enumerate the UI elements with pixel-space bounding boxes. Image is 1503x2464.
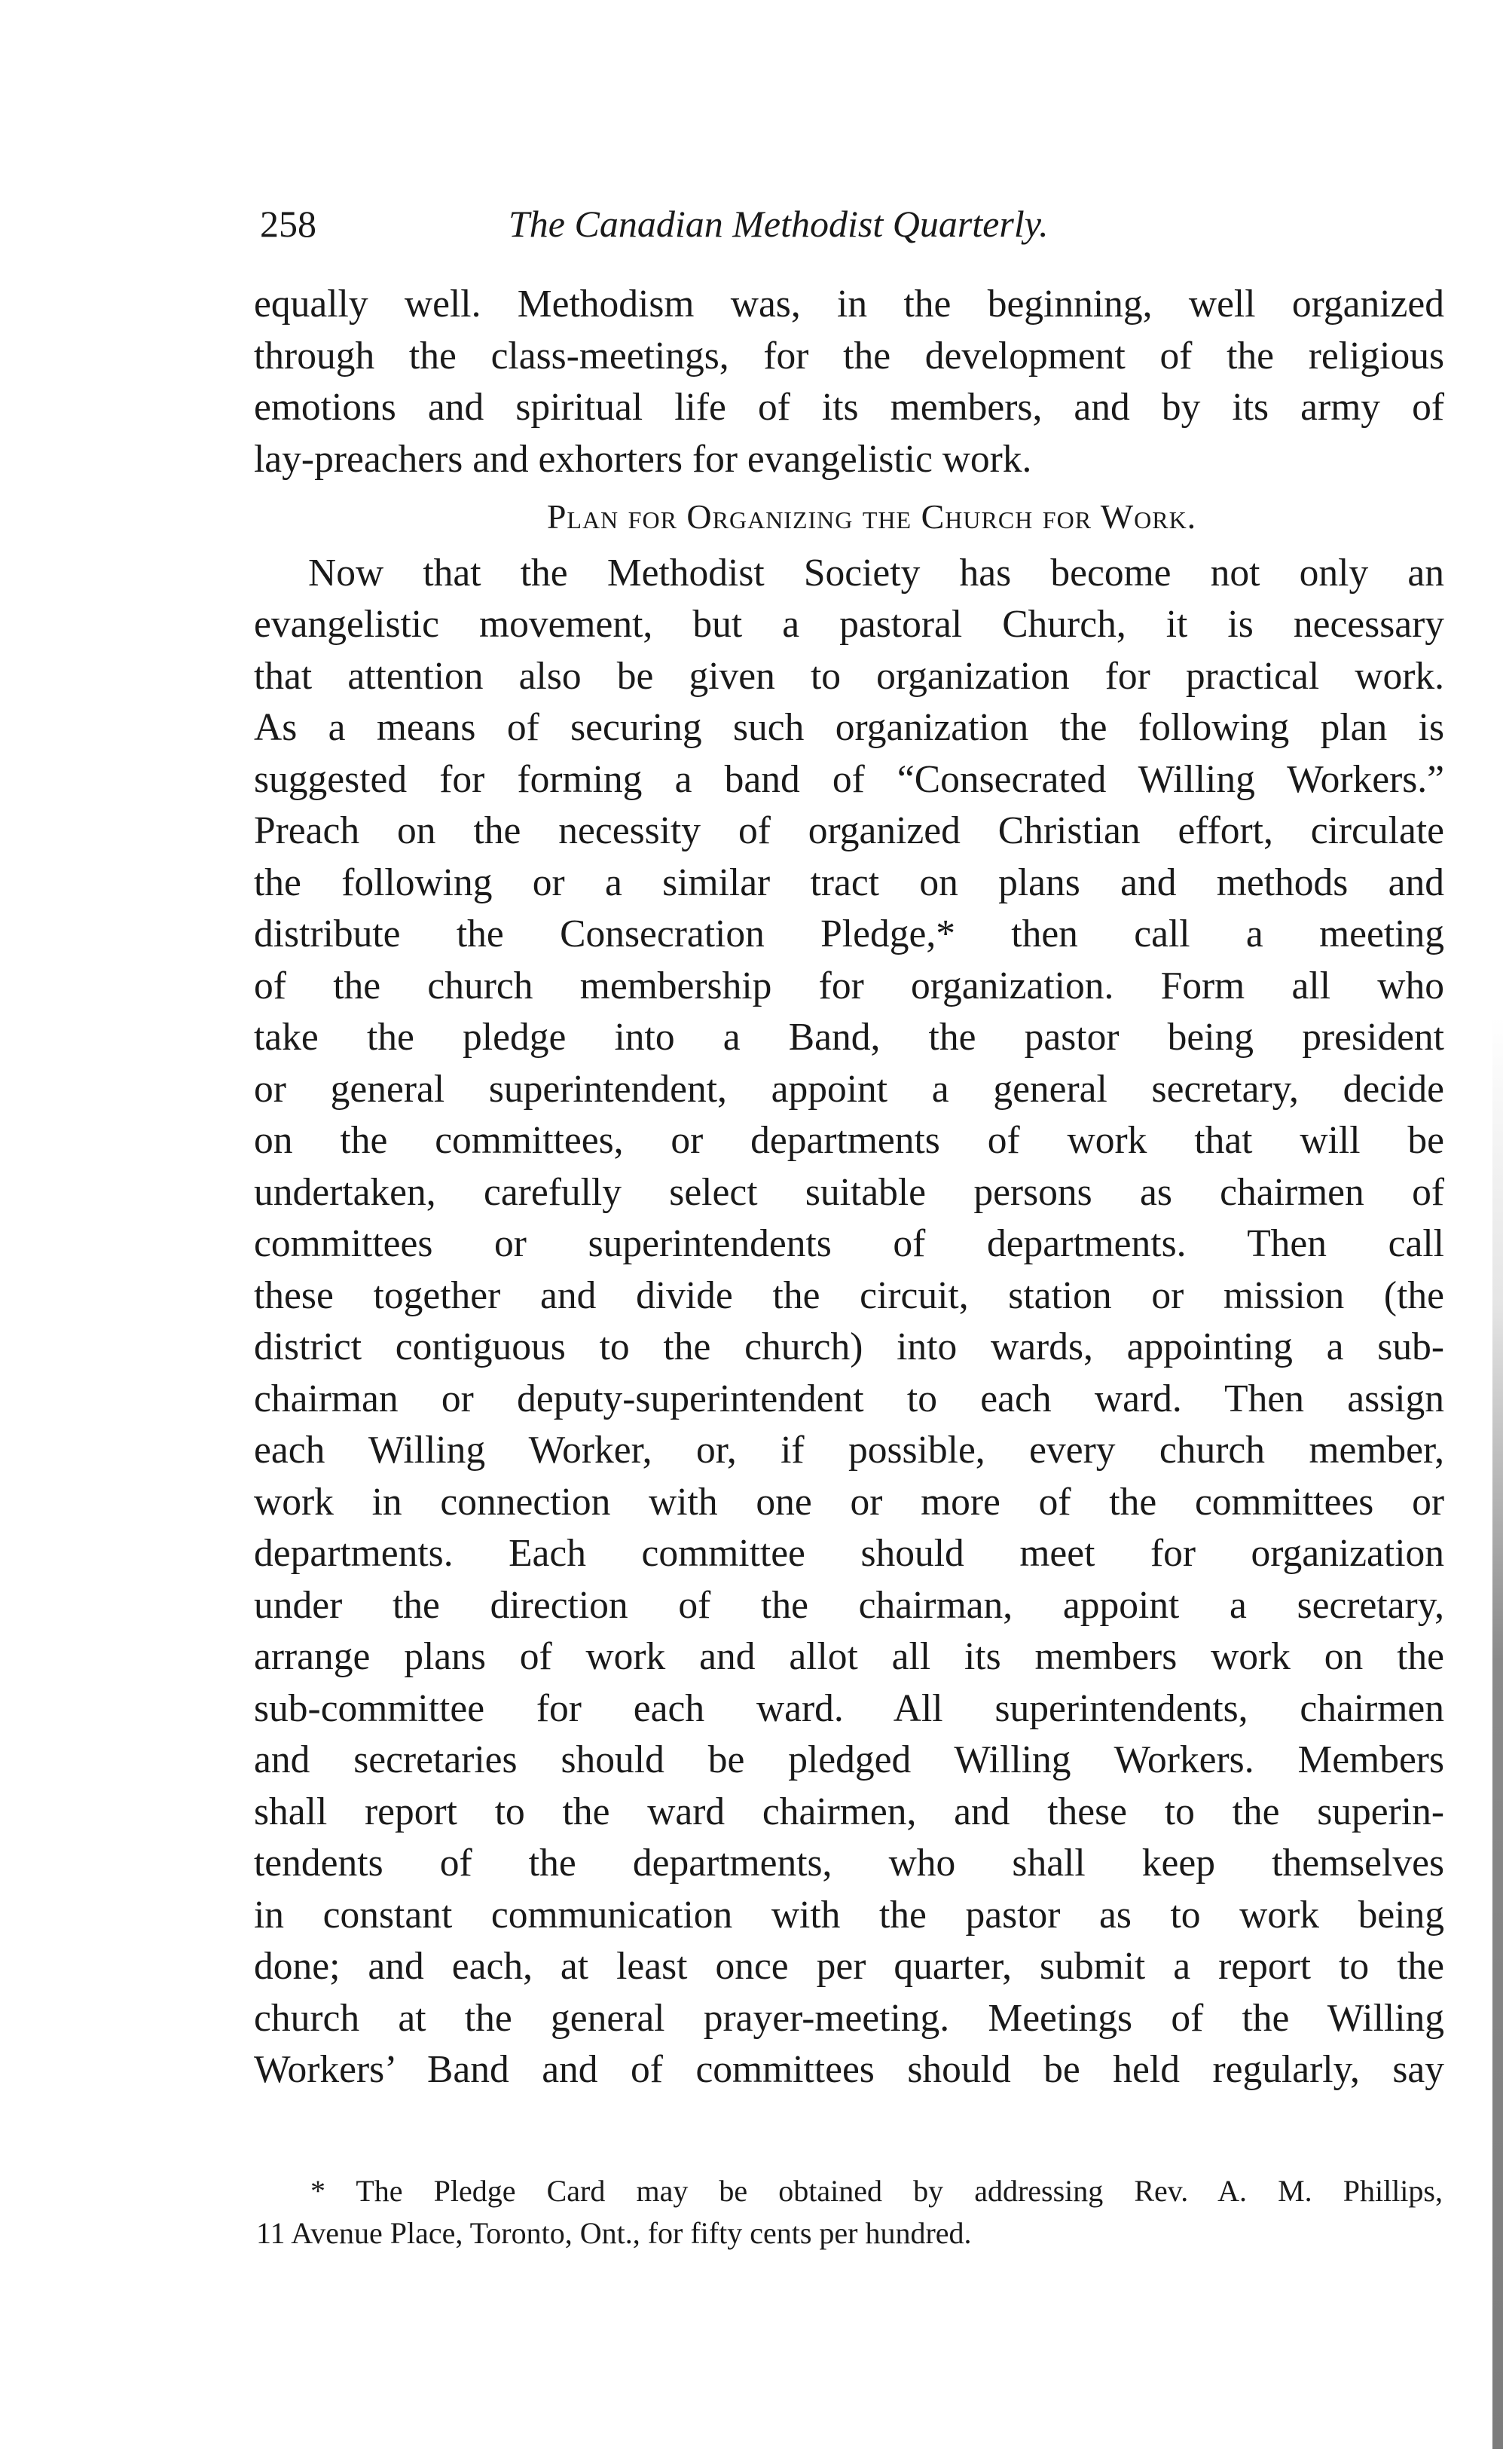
text-line: emotions and spiritual life of its members, and by its army of	[254, 386, 1444, 429]
text-line: Preach on the necessity of organized Christian effort, circulate	[254, 809, 1444, 852]
section-heading: Plan for Organizing the Church for Work.	[546, 497, 1197, 536]
text-line: on the committees, or departments of work that will be	[254, 1119, 1444, 1162]
text-line: church at the general prayer-meeting. Meetings of the Willing	[254, 1996, 1444, 2040]
text-line: under the direction of the chairman, appoint a secretary,	[254, 1583, 1444, 1627]
scan-edge-shadow	[1492, 1017, 1503, 2449]
text-line: departments. Each committee should meet for organization	[254, 1532, 1444, 1575]
text-line: chairman or deputy-superintendent to each ward. Then assign	[254, 1377, 1444, 1420]
footnote	[256, 2170, 1443, 2255]
footnote-line: * The Pledge Card may be obtained by addressing Rev. A. M. Phillips,	[310, 2174, 1443, 2208]
text-line: shall report to the ward chairmen, and these to the superin-	[254, 1790, 1444, 1833]
text-line: committees or superintendents of departments. Then call	[254, 1222, 1444, 1265]
text-line: through the class-meetings, for the development of the religious	[254, 334, 1444, 378]
text-line: undertaken, carefully select suitable persons as chairmen of	[254, 1170, 1444, 1214]
running-header	[260, 197, 1462, 250]
text-line: lay-preachers and exhorters for evangelistic work.	[254, 437, 1032, 481]
text-line: and secretaries should be pledged Willing Workers. Members	[254, 1738, 1444, 1781]
text-line: these together and divide the circuit, station or mission (the	[254, 1273, 1444, 1317]
text-line: done; and each, at least once per quarter, submit a report to the	[254, 1945, 1444, 1988]
text-line: Workers’ Band and of committees should be held regularly, say	[254, 2048, 1444, 2091]
text-line: evangelistic movement, but a pastoral Church, it is necessary	[254, 603, 1444, 646]
body-text	[254, 279, 1444, 2096]
text-line: suggested for forming a band of “Consecrated Willing Workers.”	[254, 757, 1444, 801]
text-line: Now that the Methodist Society has become not only an	[308, 551, 1444, 595]
running-title: The Canadian Methodist Quarterly.	[509, 203, 1049, 245]
text-line: distribute the Consecration Pledge,* then call a meeting	[254, 913, 1444, 955]
paragraph-1	[254, 279, 1444, 485]
text-line: the following or a similar tract on plans and methods and	[254, 861, 1444, 904]
text-line: sub-committee for each ward. All superintendents, chairmen	[254, 1686, 1444, 1730]
text-line: arrange plans of work and allot all its members work on the	[254, 1635, 1444, 1678]
paragraph-2	[254, 548, 1444, 2096]
text-line: work in connection with one or more of the committees or	[254, 1480, 1444, 1524]
text-line: equally well. Methodism was, in the beginning, well organized	[254, 283, 1444, 326]
text-line: tendents of the departments, who shall keep themselves	[254, 1842, 1444, 1885]
text-line: in constant communication with the pastor as to work being	[254, 1893, 1444, 1937]
text-line: As a means of securing such organization the following plan is	[254, 706, 1444, 749]
text-line: or general superintendent, appoint a general secretary, decide	[254, 1067, 1444, 1111]
text-line: that attention also be given to organization for practical work.	[254, 654, 1444, 698]
page-number: 258	[260, 203, 316, 245]
footnote-line: 11 Avenue Place, Toronto, Ont., for fifty cents per hundred.	[256, 2216, 972, 2250]
text-line: district contiguous to the church) into wards, appointing a sub-	[254, 1325, 1444, 1368]
text-line: each Willing Worker, or, if possible, every church member,	[254, 1429, 1444, 1472]
text-line: take the pledge into a Band, the pastor being president	[254, 1016, 1444, 1059]
text-line: of the church membership for organization. Form all who	[254, 964, 1444, 1007]
